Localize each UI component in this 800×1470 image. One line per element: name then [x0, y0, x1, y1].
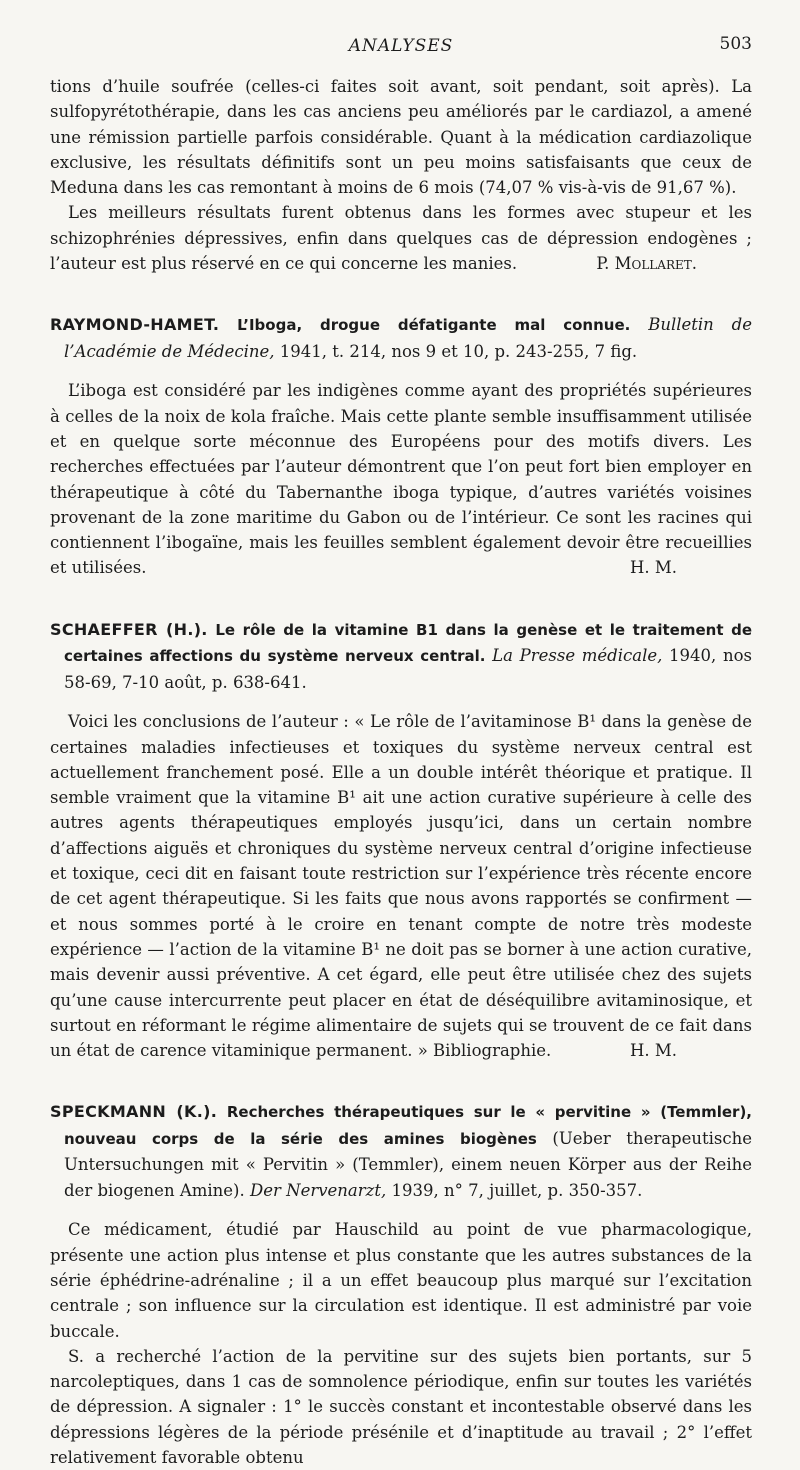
continued-review [50, 74, 752, 276]
review-entry-raymond-hamet [50, 312, 752, 580]
review-body [50, 709, 752, 1063]
review-body: S. a recherché l’action de la pervitine sur des sujets bien portants, sur 5 narcoleptiques, dans 1 cas de somnolence périodique, enfin sur toutes les variétés de dépression. A signaler : 1° le succès constant et incontestable observé dans les dépressions légères de la période présénile et d’inaptitude au travail ; 2° l’effet relativement favorable obtenu [50, 1346, 752, 1468]
article-title: Recherches thérapeutiques sur le « pervitine » (Temmler), nouveau corps de la série des amines biogènes [64, 1103, 753, 1148]
intro-paragraph [50, 200, 752, 276]
original-title: (Ueber therapeutische Untersuchungen mit « Pervitin » (Temmler), einem neuen Körper aus der Reihe der biogenen Amine). [64, 1128, 753, 1200]
review-entry-schaeffer [50, 617, 752, 1064]
review-entry-speckmann [50, 1099, 752, 1470]
reviewer-initials: H. M. [629, 1041, 677, 1061]
citation-details: 1939, n° 7, juillet, p. 350-357. [391, 1180, 643, 1200]
author-name: SCHAEFFER (H.). [50, 619, 208, 639]
review-text: L’iboga est considéré par les indigènes comme ayant des propriétés supérieures à celles de la noix de kola fraîche. Mais cette plante semble insuffisamment utilisée et en quelque sorte méconnue des Européens pour des motifs divers. Les recherches effectuées par l’auteur démontrent que l’on peut fort bien employer en thérapeutique à côté du Tabernanthe iboga typique, d’autres variétés voisines provenant de la zone maritime du Gabon ou de l’intérieur. Ce sont les racines qui contiennent l’ibogaïne, mais les feuilles semblent également devoir être recueillies et utilisées. [50, 381, 752, 578]
author-name: RAYMOND-HAMET. [50, 315, 220, 335]
review-body: Ce médicament, étudié par Hauschild au point de vue pharmacologique, présente une action plus intense et plus constante que les autres substances de la série éphédrine-adrénaline ; il a un effet beaucoup plus marqué sur l’excitation centrale ; son influence sur la circulation est identique. Il est administré par voie buccale. [50, 1220, 752, 1341]
journal-name: La Presse médicale, [492, 646, 663, 666]
citation-details: 1940, nos 58-69, 7-10 août, p. 638-641. [64, 646, 752, 692]
article-title: Le rôle de la vitamine B1 dans la genèse et le traitement de certaines affections du système nerveux central. [64, 620, 752, 666]
citation [50, 1099, 752, 1203]
author-name: SPECKMANN (K.). [50, 1102, 218, 1122]
citation [50, 312, 752, 364]
citation-details: 1941, t. 214, nos 9 et 10, p. 243-255, 7 fig. [279, 341, 638, 361]
review-body [50, 378, 752, 580]
reviewer-signature: P. Mollaret. [596, 254, 697, 274]
review-text: Voici les conclusions de l’auteur : « Le rôle de l’avitaminose B¹ dans la genèse de certaines maladies infectieuses et toxiques du système nerveux central est actuellement franchement posé. Elle a un double intérêt théorique et pratique. Il semble vraiment que la vitamine B¹ ait une action curative supérieure à celle des autres agents thérapeutiques employés jusqu’ici, dans un certain nombre d’affections aiguës et chroniques du système nerveux central d’origine infectieuse et toxique, ceci dit en faisant toute restriction sur l’expérience très récente encore de cet agent thérapeutique. Si les faits que nous avons rapportés se confirment — et nous sommes porté à le croire en tenant compte de notre très modeste expérience — l’action de la vitamine B¹ ne doit pas se borner à une action curative, mais devenir aussi préventive. A cet égard, elle peut être utilisée chez des sujets qu’une cause intercurrente peut placer en état de déséquilibre avitaminosique, et surtout en réformant le régime alimentaire de sujets qui se trouvent de ce fait dans un état de carence vitaminique permanent. » Bibliographie. [50, 712, 752, 1061]
intro-paragraph: tions d’huile soufrée (celles-ci faites soit avant, soit pendant, soit après). La sulfopyrétothérapie, dans les cas anciens peu améliorés par le cardiazol, a amené une rémission partielle parfois considérable. Quant à la médication cardiazolique exclusive, les résultats définitifs sont un peu moins satisfaisants que ceux de Meduna dans les cas remontant à moins de 6 mois (74,07 % vis-à-vis de 91,67 %). [50, 77, 752, 198]
citation [50, 617, 752, 696]
running-title: ANALYSES [348, 36, 454, 56]
reviewer-initials: H. M. [629, 558, 677, 578]
intro-paragraph-text: Les meilleurs résultats furent obtenus dans les formes avec stupeur et les schizophrénies dépressives, enfin dans quelques cas de dépression endogènes ; l’auteur est plus réservé en ce qui concerne les manies. [50, 203, 752, 274]
running-head [50, 32, 752, 62]
journal-name: Der Nervenarzt, [250, 1180, 387, 1200]
article-title: L’Iboga, drogue défatigante mal connue. [237, 316, 631, 335]
page-number: 503 [719, 34, 752, 54]
journal-name: Bulletin de l’Académie de Médecine, [64, 315, 752, 361]
